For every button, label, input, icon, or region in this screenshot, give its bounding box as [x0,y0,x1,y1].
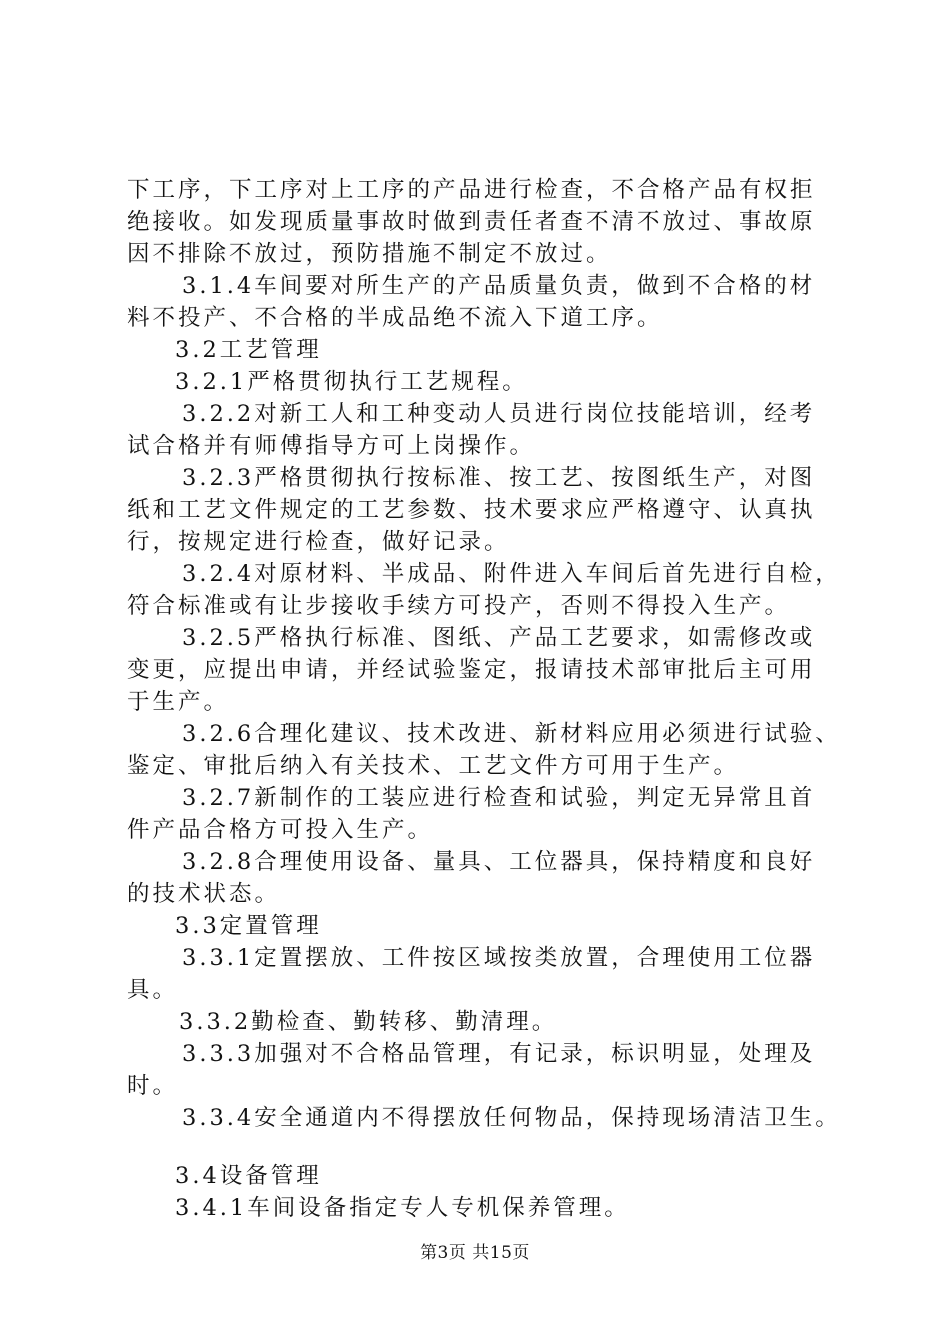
clause-3-1-4: 3.1.4车间要对所生产的产品质量负责，做到不合格的材 [182,273,816,299]
clause-3-2-2: 3.2.2对新工人和工种变动人员进行岗位技能培训，经考 [182,401,816,427]
section-heading-3-2: 3.2工艺管理 [175,337,322,363]
text-line: 行，按规定进行检查，做好记录。 [127,529,510,555]
text-line: 因不排除不放过，预防措施不制定不放过。 [127,241,612,267]
text-line: 件产品合格方可投入生产。 [127,817,434,843]
section-heading-3-3: 3.3定置管理 [175,913,322,939]
clause-3-3-4: 3.3.4安全通道内不得摆放任何物品，保持现场清洁卫生。 [182,1105,841,1131]
clause-3-2-7: 3.2.7新制作的工装应进行检查和试验，判定无异常且首 [182,785,816,811]
clause-3-2-6: 3.2.6合理化建议、技术改进、新材料应用必须进行试验、 [182,721,841,747]
clause-3-2-5: 3.2.5严格执行标准、图纸、产品工艺要求，如需修改或 [182,625,816,651]
text-line: 料不投产、不合格的半成品绝不流入下道工序。 [127,305,663,331]
clause-3-4-1: 3.4.1车间设备指定专人专机保养管理。 [175,1195,630,1221]
clause-3-2-3: 3.2.3严格贯彻执行按标准、按工艺、按图纸生产，对图 [182,465,816,491]
text-line: 绝接收。如发现质量事故时做到责任者查不清不放过、事故原 [127,209,816,235]
text-line: 符合标准或有让步接收手续方可投产，否则不得投入生产。 [127,593,791,619]
clause-3-2-4: 3.2.4对原材料、半成品、附件进入车间后首先进行自检， [182,561,841,587]
text-line: 具。 [127,977,179,1003]
text-line: 下工序，下工序对上工序的产品进行检查，不合格产品有权拒 [127,177,816,203]
text-line: 纸和工艺文件规定的工艺参数、技术要求应严格遵守、认真执 [127,497,816,523]
clause-3-3-1: 3.3.1定置摆放、工件按区域按类放置，合理使用工位器 [182,945,816,971]
clause-3-2-8: 3.2.8合理使用设备、量具、工位器具，保持精度和良好 [182,849,816,875]
clause-3-3-2: 3.3.2勤检查、勤转移、勤清理。 [179,1009,558,1035]
text-line: 于生产。 [127,689,230,715]
document-body [127,174,847,1224]
text-line: 变更，应提出申请，并经试验鉴定，报请技术部审批后主可用 [127,657,816,683]
section-heading-3-4: 3.4设备管理 [175,1163,322,1189]
clause-3-3-3: 3.3.3加强对不合格品管理，有记录，标识明显，处理及 [182,1041,816,1067]
page-number-footer: 第3页 共15页 [420,1243,530,1263]
clause-3-2-1: 3.2.1严格贯彻执行工艺规程。 [175,369,528,395]
text-line: 鉴定、审批后纳入有关技术、工艺文件方可用于生产。 [127,753,740,779]
text-line: 试合格并有师傅指导方可上岗操作。 [127,433,536,459]
text-line: 时。 [127,1073,179,1099]
text-line: 的技术状态。 [127,881,281,907]
